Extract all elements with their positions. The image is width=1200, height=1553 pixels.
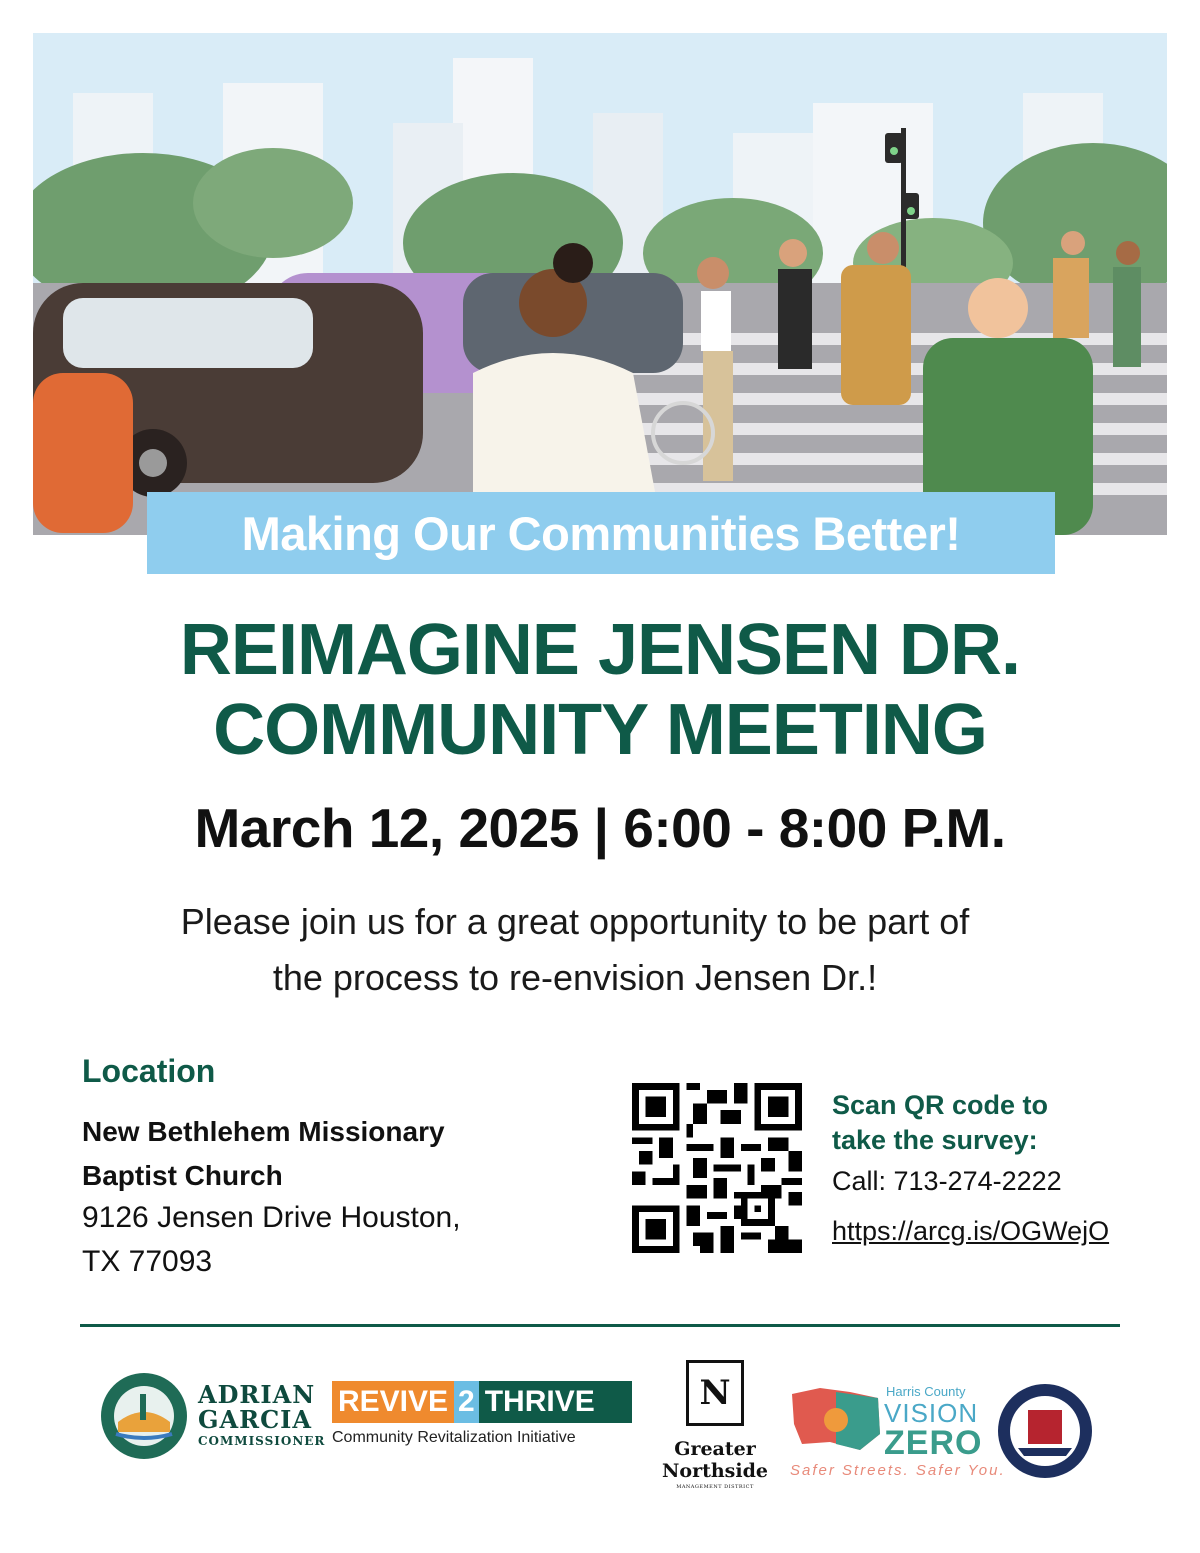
revive2thrive-logo: [332, 1381, 632, 1447]
greater-northside-line2: Northside: [662, 1460, 768, 1482]
invite-line2: the process to re-envision Jensen Dr.!: [272, 957, 878, 998]
county-engineer-seal-logo: [996, 1382, 1094, 1480]
scan-line2: take the survey:: [832, 1125, 1038, 1155]
thrive-word: THRIVE: [479, 1381, 632, 1423]
event-datetime: March 12, 2025 | 6:00 - 8:00 P.M.: [194, 797, 1006, 859]
precinct-2-seal-logo: [100, 1372, 188, 1460]
scan-instructions: [832, 1088, 1172, 1158]
adrian-garcia-line2: GARCIA: [198, 1405, 313, 1434]
vision-zero-vision: VISION: [884, 1398, 979, 1428]
invite-line1: Please join us for a great opportunity to be part of: [180, 901, 970, 942]
venue-address-line2: TX 77093: [82, 1245, 213, 1278]
event-title-line1: REIMAGINE JENSEN DR.: [179, 610, 1021, 690]
hero-illustration: [33, 33, 1167, 535]
venue-address: [82, 1196, 542, 1284]
vision-zero-tagline: Safer Streets. Safer You.: [790, 1462, 1006, 1479]
adrian-garcia-sub: COMMISSIONER: [198, 1434, 326, 1448]
divider: [80, 1324, 1120, 1327]
venue-address-line1: 9126 Jensen Drive Houston,: [82, 1201, 461, 1234]
event-title-line2: COMMUNITY MEETING: [213, 690, 987, 770]
survey-link[interactable]: https://arcg.is/OGWejO: [832, 1216, 1110, 1246]
vision-zero-zero: ZERO: [884, 1424, 983, 1462]
greater-northside-sub: MANAGEMENT DISTRICT: [676, 1484, 754, 1490]
greater-northside-line1: Greater: [674, 1438, 756, 1460]
greater-northside-letter: N: [686, 1360, 744, 1426]
venue-name-line2: Baptist Church: [82, 1160, 283, 1191]
revive2thrive-sub: Community Revitalization Initiative: [332, 1429, 576, 1446]
revive-word: REVIVE: [332, 1381, 454, 1423]
revive-number: 2: [454, 1381, 479, 1423]
scan-line1: Scan QR code to: [832, 1090, 1049, 1120]
phone-number[interactable]: Call: 713-274-2222: [832, 1166, 1062, 1196]
venue-name-line1: New Bethlehem Missionary: [82, 1116, 445, 1147]
adrian-garcia-logo: [198, 1382, 325, 1448]
tagline-text: Making Our Communities Better!: [241, 506, 961, 560]
venue-name: [82, 1110, 542, 1198]
location-heading: Location: [82, 1053, 216, 1089]
invite-text: [60, 894, 1090, 1006]
vision-zero-county-map-logo: [790, 1384, 882, 1454]
tagline-banner: [147, 492, 1055, 574]
adrian-garcia-line1: ADRIAN: [198, 1380, 316, 1409]
vision-zero-top: Harris County: [886, 1384, 966, 1399]
survey-qr-code[interactable]: [632, 1083, 802, 1253]
greater-northside-logo: [660, 1360, 770, 1490]
